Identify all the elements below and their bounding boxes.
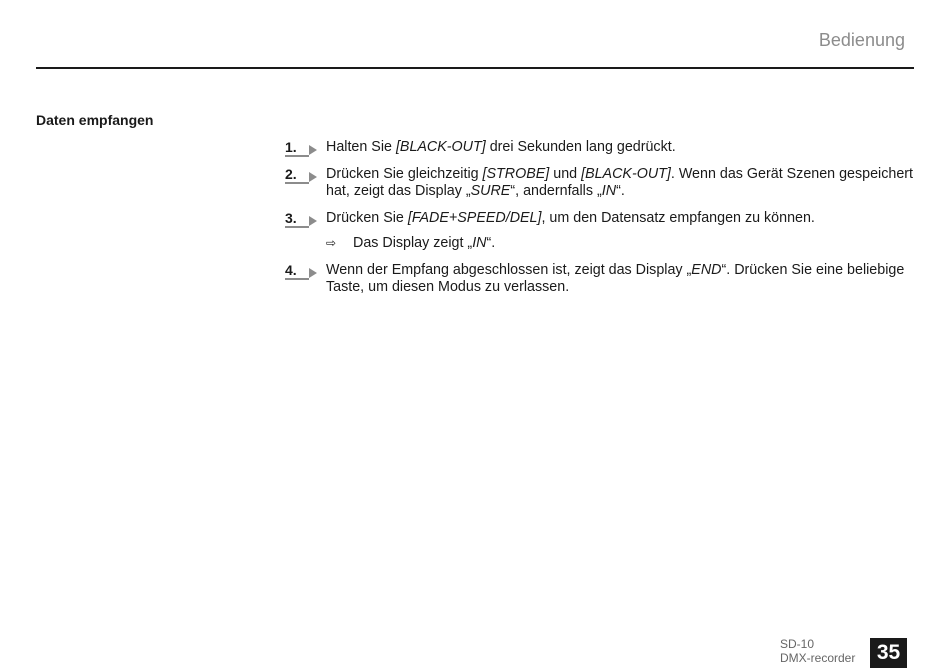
- display-text: IN: [472, 235, 487, 251]
- step-arrow-icon: [309, 268, 317, 278]
- step-text: und: [549, 166, 582, 182]
- step-arrow-icon: [309, 145, 317, 155]
- step-underline: [285, 155, 309, 157]
- step-number: 2.: [285, 166, 297, 182]
- header-divider: [36, 67, 914, 69]
- page-header-title: Bedienung: [818, 30, 905, 50]
- footer-model: SD-10: [780, 637, 815, 651]
- key-label: [FADE+SPEED/DEL]: [407, 210, 542, 226]
- step-text: drei Sekunden lang gedrückt.: [485, 139, 676, 155]
- display-text: IN: [601, 183, 617, 199]
- step-4: [285, 262, 915, 296]
- step-marker: [285, 262, 319, 280]
- step-text: , um den Datensatz empfangen zu können.: [541, 210, 815, 226]
- step-3: [285, 210, 915, 227]
- step-underline: [285, 278, 309, 280]
- step-1: [285, 139, 915, 156]
- step-number: 4.: [285, 262, 297, 278]
- section-heading: Daten empfangen: [36, 112, 154, 128]
- step-list: [285, 139, 915, 306]
- page-number: 35: [870, 638, 907, 668]
- step-marker: [285, 166, 319, 184]
- step-underline: [285, 226, 309, 228]
- result-text: Das Display zeigt „: [353, 235, 473, 251]
- key-label: [BLACK-OUT]: [581, 166, 671, 182]
- footer-product: DMX-recorder: [780, 651, 856, 665]
- key-label: [STROBE]: [482, 166, 550, 182]
- step-text: Drücken Sie: [326, 210, 408, 226]
- display-text: END: [691, 262, 722, 278]
- step-text: Drücken Sie gleichzeitig: [326, 166, 483, 182]
- step-marker: [285, 139, 319, 157]
- step-underline: [285, 182, 309, 184]
- step-text: “. Drücken Sie eine beliebige Taste, um diesen Modus zu verlassen.: [326, 262, 905, 295]
- step-text: Wenn der Empfang abgeschlossen ist, zeigt das Display „: [326, 262, 692, 278]
- step-text: “.: [616, 183, 625, 199]
- step-2: [285, 166, 915, 200]
- step-3-result: [285, 235, 915, 252]
- step-arrow-icon: [309, 216, 317, 226]
- result-text: “.: [486, 235, 496, 251]
- step-number: 1.: [285, 139, 297, 155]
- result-arrow-icon: ⇨: [326, 236, 337, 250]
- step-text: “, andernfalls „: [510, 183, 602, 199]
- step-number: 3.: [285, 210, 297, 226]
- step-text: . Wenn das Gerät Szenen gespeichert hat, zeigt das Display „: [326, 166, 914, 199]
- key-label: [BLACK-OUT]: [395, 139, 486, 155]
- step-arrow-icon: [309, 172, 317, 182]
- step-marker: [285, 210, 319, 228]
- step-text: Halten Sie: [326, 139, 396, 155]
- display-text: SURE: [470, 183, 511, 199]
- footer-product-info: [780, 637, 855, 665]
